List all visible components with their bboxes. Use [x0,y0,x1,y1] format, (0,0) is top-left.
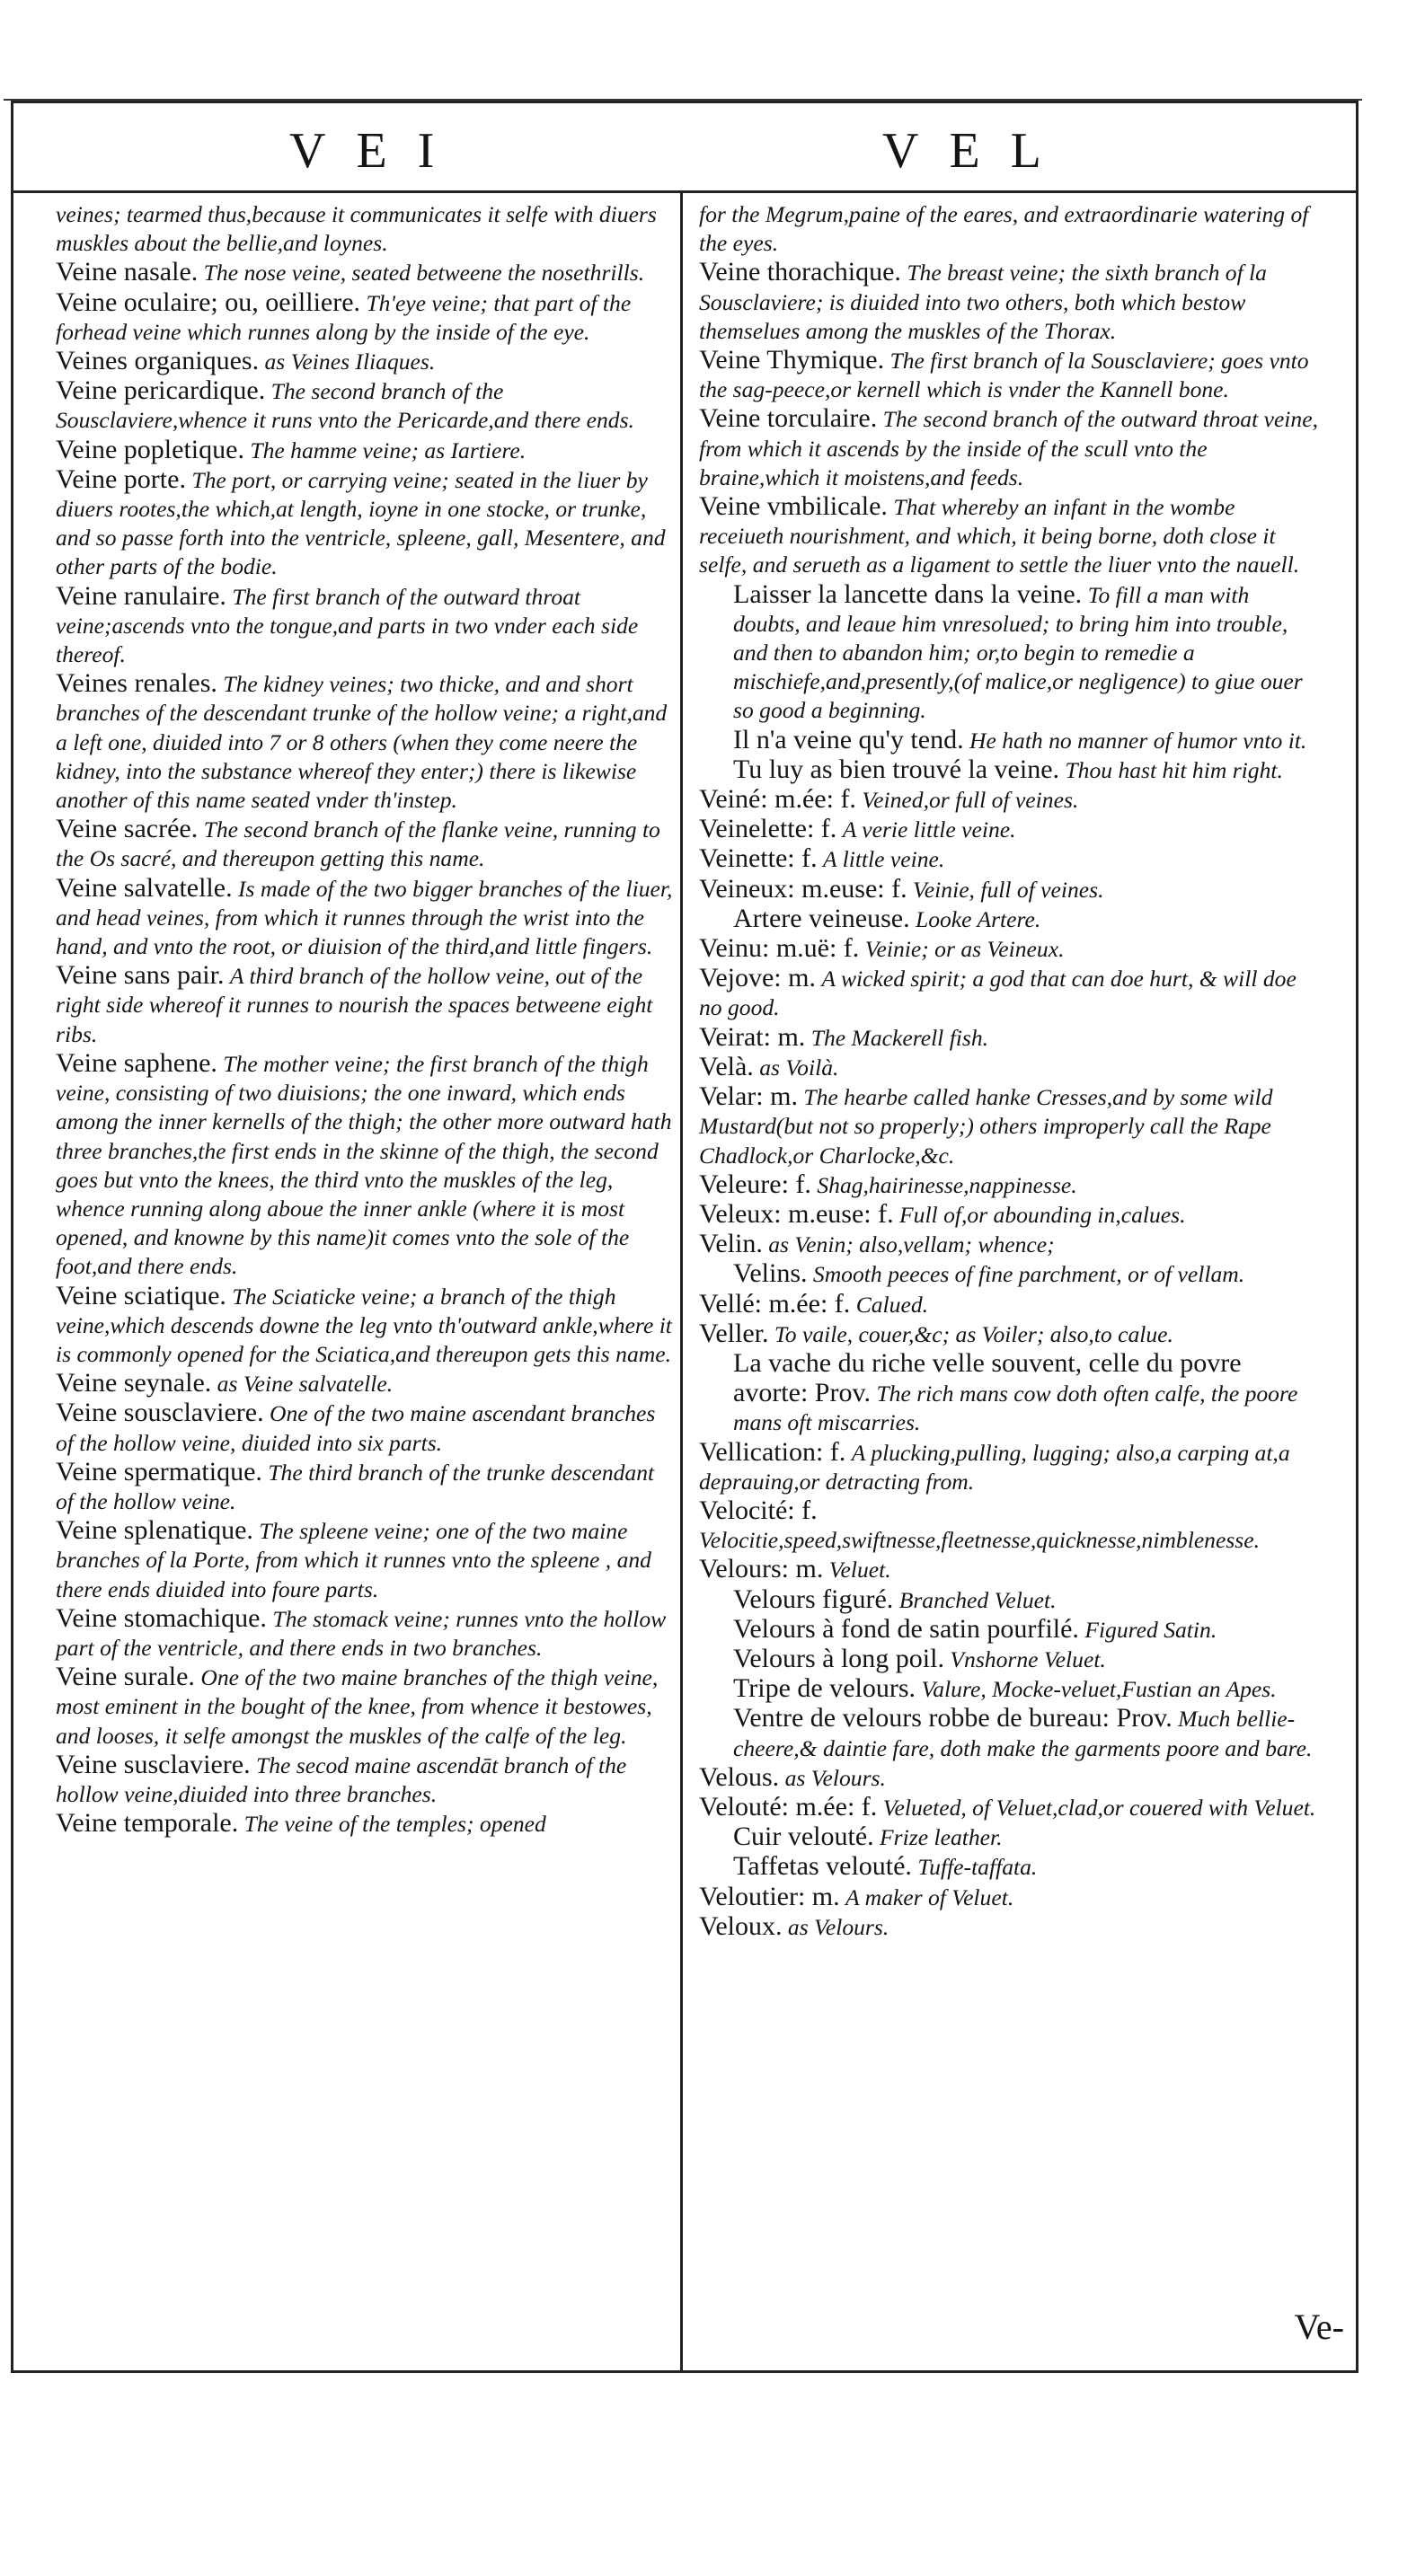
entry-headword: Veine nasale. [56,257,199,287]
entry-headword: Veines renales. [56,668,217,699]
entry-gloss: The second branch of the flanke veine, running to the Os sacré, and thereupon getting this name. [56,816,660,872]
entry-headword: Veine stomachique. [56,1602,267,1633]
right-column [699,199,1319,1942]
dictionary-entry [56,961,676,1049]
entry-headword: Veine vmbilicale. [699,491,888,522]
entry-gloss: Is made of the two bigger branches of the liuer, and head veines, from which it runnes through the wrist into the hand, and vnto the root, or diuision of the third,and little fingers. [56,875,673,960]
entry-headword: Veinette: f. [699,843,818,874]
dictionary-entry [699,258,1319,346]
dictionary-entry [699,1645,1319,1674]
entry-headword: Veine porte. [56,463,186,494]
dictionary-entry [699,1704,1319,1762]
entry-gloss: as Velours. [787,1913,889,1940]
dictionary-entry [56,1516,676,1604]
entry-gloss: One of the two maine branches of the thigh veine, most eminent in the bought of the knee, from whence it bestowes, and looses, it selfe amongst the muskles of the calfe of the leg. [56,1664,659,1749]
dictionary-entry [699,1170,1319,1200]
entry-headword: Veine torculaire. [699,403,878,434]
dictionary-entry [699,1793,1319,1822]
entry-headword: Veller. [699,1318,769,1348]
dictionary-entry [699,1912,1319,1942]
dictionary-entry [699,1496,1319,1555]
dictionary-entry [699,726,1319,755]
entry-gloss: for the Megrum,paine of the eares, and extraordinarie watering of the eyes. [699,201,1309,257]
dictionary-entry [56,436,676,465]
dictionary-entry [699,1349,1319,1438]
dictionary-entry [699,492,1319,580]
entry-headword: Veine splenatique. [56,1515,253,1546]
entry-gloss: The breast veine; the sixth branch of la Sousclaviere; is diuided into two others, both which bestow themselues among the muskles of the Thorax. [699,260,1267,344]
entry-gloss: The second branch of the outward throat veine, from which it ascends by the inside of the scull vnto the braine,which it moistens,and feeds. [699,406,1318,490]
entry-headword: Velins. [733,1258,808,1289]
entry-gloss: Frize leather. [880,1824,1003,1851]
entry-gloss: Much bellie-cheere,& daintie fare, doth make the garments poore and bare. [733,1706,1313,1761]
entry-headword: Cuir velouté. [733,1822,874,1852]
entry-gloss: A wicked spirit; a god that can doe hurt, & will doe no good. [699,966,1297,1021]
entry-headword: Artere veineuse. [733,903,910,933]
dictionary-entry [699,964,1319,1022]
dictionary-entry [56,1282,676,1370]
dictionary-entry [56,1751,676,1809]
entry-headword: Vellé: m.ée: f. [699,1288,851,1319]
entry-gloss: To fill a man with doubts, and leaue him vnresolued; to bring him into trouble, and then to abandon him; or,to begin to remedie a mischiefe,and,presently,(of malice,or negligence) to giue ouer so good a beginning. [733,581,1303,724]
entry-gloss: Valure, Mocke-veluet,Fustian an Apes. [921,1676,1277,1703]
dictionary-entry [56,669,676,815]
dictionary-entry [56,874,676,962]
entry-headword: Velocité: f. [699,1495,818,1525]
entry-gloss: Looke Artere. [915,905,1041,932]
dictionary-entry [699,1082,1319,1170]
entry-headword: Il n'a veine qu'y tend. [733,724,964,754]
dictionary-entry [56,199,676,258]
entry-gloss: The port, or carrying veine; seated in the liuer by diuers rootes,the which,at length, ioyne in one stocke, or trunke, and so passe forth into the ventricle, spleene, gall, Mesentere, and other parts of the bodie. [56,466,666,580]
entry-gloss: One of the two maine ascendant branches of the hollow veine, diuided into six parts. [56,1400,656,1456]
entry-headword: Veine spermatique. [56,1456,262,1486]
dictionary-entry [699,1200,1319,1230]
catchword: Ve- [1294,2307,1344,2347]
entry-headword: Veine susclaviere. [56,1749,251,1779]
entry-headword: Velours: m. [699,1554,824,1584]
entry-headword: Velà. [699,1051,754,1081]
dictionary-entry [699,1615,1319,1645]
entry-headword: Velin. [699,1229,763,1259]
entry-headword: Veine sans pair. [56,960,225,991]
entry-gloss: The Mackerell fish. [810,1024,989,1051]
dictionary-entry [699,1230,1319,1259]
dictionary-entry [56,288,676,347]
dictionary-entry [56,815,676,873]
dictionary-entry [699,875,1319,904]
entry-gloss: That whereby an infant in the wombe receiueth nourishment, and which, it being borne, doth close it selfe, and serueth as a ligament to settle the liuer vnto the nauell. [699,494,1300,578]
entry-gloss: A little veine. [823,846,945,873]
entry-gloss: The hamme veine; as Iartiere. [250,437,527,463]
entry-gloss: The spleene veine; one of the two maine branches of la Porte, from which it runnes vnto the spleene , and there ends diuided into foure parts. [56,1518,651,1602]
dictionary-entry [699,934,1319,964]
entry-headword: Laisser la lancette dans la veine. [733,578,1083,609]
entry-gloss: Velocitie,speed,swiftnesse,fleetnesse,quicknesse,nimblenesse. [699,1527,1261,1554]
entry-gloss: The secod maine ascendāt branch of the hollow veine,diuided into three branches. [56,1751,627,1807]
entry-gloss: The stomack veine; runnes vnto the hollow part of the ventricle, and there ends in two branches. [56,1605,667,1661]
entry-headword: Veirat: m. [699,1021,806,1052]
dictionary-entry [699,1319,1319,1349]
entry-headword: Veine temporale. [56,1808,239,1839]
dictionary-entry [699,1290,1319,1319]
dictionary-entry [699,785,1319,815]
dictionary-entry [699,904,1319,934]
entry-gloss: Veined,or full of veines. [862,787,1079,814]
entry-gloss: The nose veine, seated betweene the nosethrills. [203,260,645,287]
dictionary-entry [699,1053,1319,1082]
entry-headword: Vellication: f. [699,1436,846,1467]
dictionary-entry [56,465,676,582]
entry-headword: Veine sousclaviere. [56,1398,264,1428]
entry-gloss: Veluet. [828,1557,891,1584]
entry-headword: Velours à long poil. [733,1643,944,1673]
entry-headword: Veiné: m.ée: f. [699,784,856,815]
entry-headword: Velous. [699,1761,780,1792]
entry-gloss: as Veines Iliaques. [264,348,436,375]
entry-gloss: The veine of the temples; opened [243,1811,546,1838]
entry-headword: Velouté: m.ée: f. [699,1791,878,1822]
running-head-left: VEI [289,123,465,179]
entry-gloss: as Venin; also,vellam; whence; [768,1231,1055,1258]
entry-headword: Veine surale. [56,1662,195,1692]
dictionary-entry [56,1369,676,1398]
entry-headword: Veinelette: f. [699,814,837,844]
entry-headword: Ventre de velours robbe de bureau: Prov. [733,1703,1173,1734]
entry-gloss: Velueted, of Veluet,clad,or couered with Veluet. [882,1794,1316,1821]
entry-headword: Veleure: f. [699,1169,811,1199]
entry-gloss: The hearbe called hanke Cresses,and by some wild Mustard(but not so properly;) others improperly call the Rape Chadlock,or Charlocke,&c. [699,1084,1273,1169]
dictionary-entry [699,346,1319,404]
dictionary-entry [699,1555,1319,1584]
entry-gloss: A verie little veine. [842,816,1016,843]
entry-gloss: Veinie, full of veines. [913,876,1104,903]
dictionary-entry [699,580,1319,726]
entry-gloss: as Voilà. [759,1054,839,1081]
entry-gloss: The second branch of the Sousclaviere,whence it runs vnto the Pericarde,and there ends. [56,378,634,434]
dictionary-entry [56,1458,676,1516]
entry-headword: Veine Thymique. [699,345,885,375]
entry-gloss: Figured Satin. [1084,1616,1217,1643]
entry-gloss: A maker of Veluet. [845,1883,1014,1910]
entry-headword: Veineux: m.euse: f. [699,873,907,904]
entry-gloss: The rich mans cow doth often calfe, the poore mans oft miscarries. [733,1381,1298,1436]
entry-headword: Velours à fond de satin pourfilé. [733,1613,1079,1644]
entry-gloss: Vnshorne Veluet. [950,1645,1106,1672]
dictionary-entry [699,1438,1319,1496]
entry-gloss: The first branch of la Sousclaviere; goes vnto the sag-peece,or kernell which is vnder the Kannell bone. [699,348,1309,403]
dictionary-entry [699,815,1319,844]
entry-headword: Veine oculaire; ou, oeilliere. [56,287,361,317]
dictionary-entry [699,1585,1319,1615]
entry-gloss: Full of,or abounding in,calues. [899,1201,1186,1228]
entry-headword: La vache du riche velle souvent, celle du povre avorte: Prov. [733,1347,1242,1408]
entry-headword: Tripe de velours. [733,1673,916,1704]
entry-gloss: The kidney veines; two thicke, and and short branches of the descendant trunke of the hollow veine; a right,and a left one, diuided into 7 or 8 others (when they come neere the kidney, into the substance whereof they enter;) there is likewise another of this name seated vnder th'instep. [56,671,668,814]
entry-gloss: Tuffe-taffata. [917,1854,1038,1881]
dictionary-entry [56,1398,676,1457]
dictionary-entry [56,376,676,435]
dictionary-entry [56,1663,676,1751]
dictionary-entry [56,1604,676,1663]
dictionary-entry [699,1822,1319,1852]
entry-headword: Veine ranulaire. [56,580,226,611]
header-rule [11,190,1358,193]
entry-gloss: He hath no manner of humor vnto it. [969,727,1307,754]
dictionary-entry [699,404,1319,492]
entry-headword: Veine sciatique. [56,1280,226,1310]
entry-gloss: Veinie; or as Veineux. [864,936,1065,963]
entry-headword: Veine salvatelle. [56,872,233,903]
dictionary-entry [56,1049,676,1282]
entry-gloss: Thou hast hit him right. [1065,756,1283,783]
entry-headword: Taffetas velouté. [733,1851,912,1882]
entry-gloss: veines; tearmed thus,because it communicates it selfe with diuers muskles about the bellie,and loynes. [56,201,657,257]
entry-headword: Veines organiques. [56,346,260,376]
dictionary-entry [699,199,1319,258]
entry-gloss: Shag,hairinesse,nappinesse. [817,1171,1077,1198]
dictionary-entry [699,1674,1319,1704]
entry-gloss: as Velours. [784,1764,886,1791]
entry-gloss: A plucking,pulling, lugging; also,a carping at,a deprauing,or detracting from. [699,1439,1290,1495]
dictionary-entry [699,1852,1319,1882]
entry-headword: Veloutier: m. [699,1881,840,1911]
entry-gloss: Branched Veluet. [898,1586,1057,1613]
dictionary-entry [56,347,676,376]
entry-gloss: A third branch of the hollow veine, out of the right side whereof it runnes to nourish the spaces betweene eight ribs. [56,963,653,1047]
entry-headword: Veine saphene. [56,1047,217,1078]
entry-headword: Veine sacrée. [56,814,199,844]
column-divider [680,192,683,2371]
dictionary-entry [699,844,1319,874]
entry-gloss: The mother veine; the first branch of the thigh veine, consisting of two diuisions; the one inward, which ends among the inner kernells of the thigh; the other more outward hath three branches,the first ends in the skinne of the thigh, the second goes but vnto the knees, the third vnto the muskles of the leg, whence running along aboue the inner ankle (where it is most opened, and knowne by this name)it comes vnto the sole of the foot,and there ends. [56,1050,672,1280]
entry-gloss: as Veine salvatelle. [217,1371,394,1398]
dictionary-entry [699,1259,1319,1289]
entry-headword: Veleux: m.euse: f. [699,1198,894,1229]
dictionary-entry [56,258,676,287]
entry-headword: Tu luy as bien trouvé la veine. [733,754,1060,784]
running-head-right: VEL [882,123,1072,179]
entry-headword: Veine popletique. [56,434,244,464]
entry-headword: Velours figuré. [733,1584,894,1614]
entry-gloss: Calued. [855,1291,929,1318]
entry-headword: Veine seynale. [56,1368,212,1398]
entry-headword: Veine pericardique. [56,375,266,406]
dictionary-entry [56,1809,676,1839]
entry-headword: Velar: m. [699,1081,798,1112]
entry-gloss: The Sciaticke veine; a branch of the thigh veine,which descends downe the leg vnto th'outward ankle,where it is commonly opened for the Sciatica,and thereupon gets this name. [56,1283,672,1367]
entry-gloss: To vaile, couer,&c; as Voiler; also,to calue. [774,1320,1173,1347]
entry-headword: Veloux. [699,1910,783,1941]
entry-gloss: The first branch of the outward throat veine;ascends vnto the tongue,and parts in two vnder each side thereof. [56,583,639,668]
dictionary-entry [699,1883,1319,1912]
entry-headword: Vejove: m. [699,963,816,993]
left-column [56,199,676,1839]
entry-headword: Veinu: m.uë: f. [699,933,860,964]
dictionary-entry [699,1023,1319,1053]
entry-gloss: Smooth peeces of fine parchment, or of vellam. [812,1261,1245,1288]
dictionary-entry [699,755,1319,785]
dictionary-entry [699,1763,1319,1793]
entry-gloss: Th'eye veine; that part of the forhead veine which runnes along by the inside of the eye. [56,289,632,345]
entry-gloss: The third branch of the trunke descendant of the hollow veine. [56,1459,655,1514]
dictionary-entry [56,582,676,670]
entry-headword: Veine thorachique. [699,257,901,287]
